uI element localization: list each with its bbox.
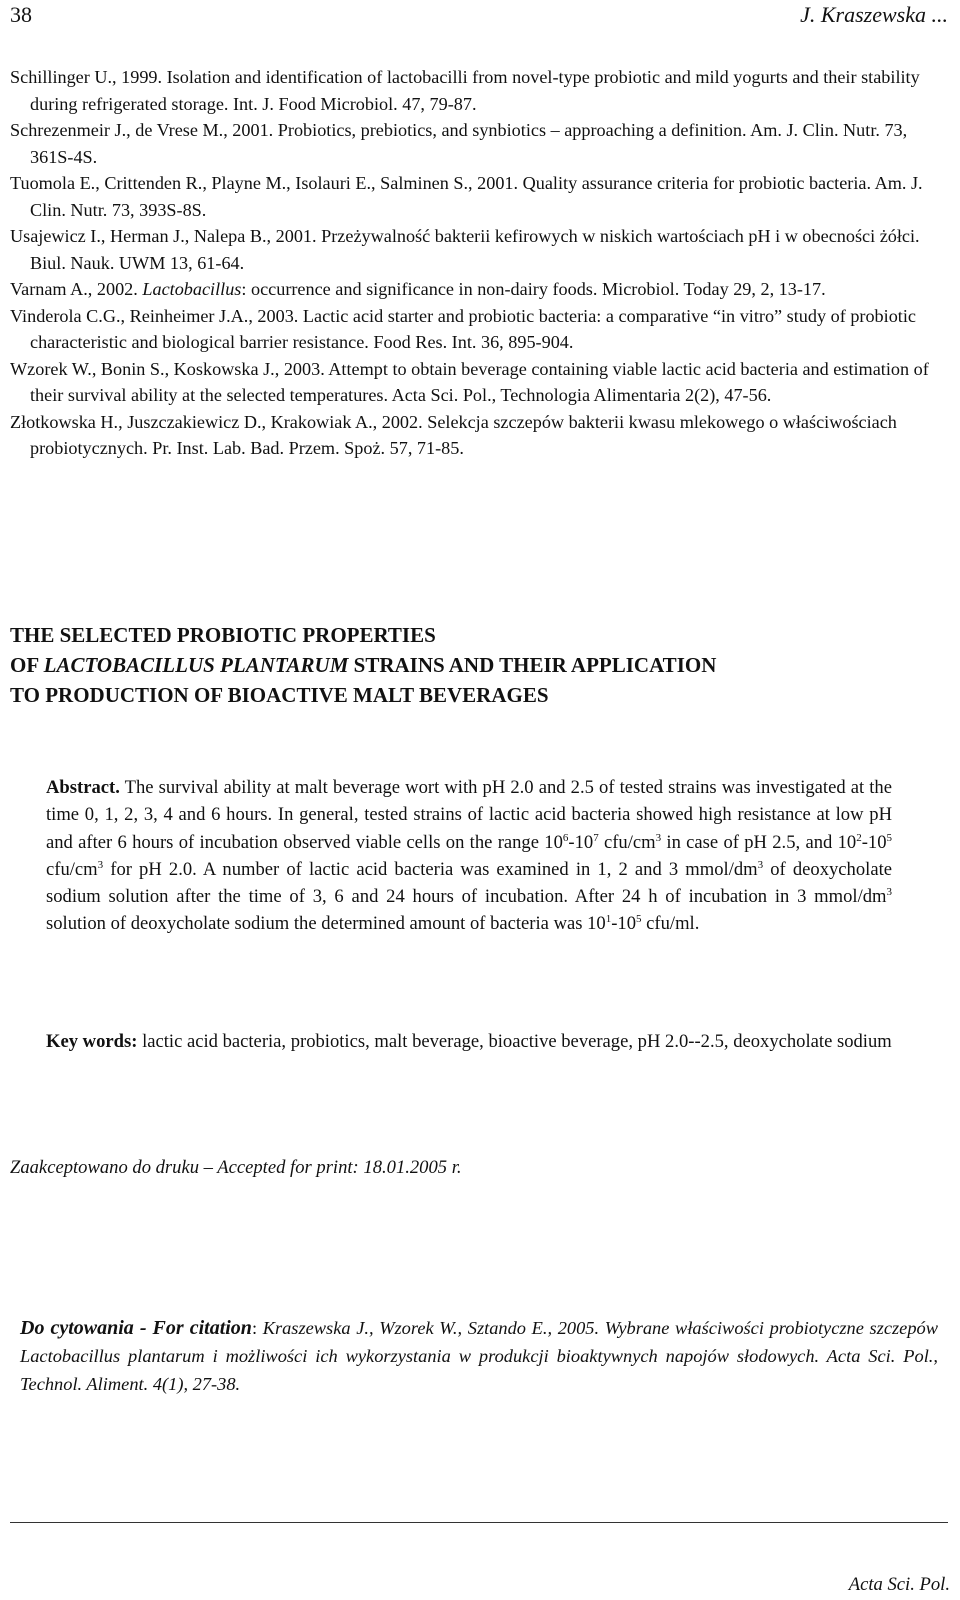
superscript: 2 [856,831,862,844]
reference-italic-term: Lactobacillus [142,279,242,299]
abstract-text: The survival ability at malt beverage wort with pH 2.0 and 2.5 of tested strains was investigated at the time 0, 1, 2, 3, 4 and 6 hours. In general, tested strains of lactic acid bacteria showed high resistance at low pH and after 6 hours of incubation observed viable cells on the range 10 [46,777,892,853]
reference-text: : occurrence and significance in non-dairy foods. Microbiol. Today 29, 2, 13-17. [241,279,826,299]
reference-authors: Vinderola C.G., Reinheimer J.A., 2003. [10,305,299,326]
citation-block [20,1314,938,1398]
reference-authors: Usajewicz I., Herman J., Nalepa B., 2001. [10,226,317,246]
reference-text: Przeżywalność bakterii kefirowych w niskich wartościach pH i w obecności żółci. Biul. Nauk. UWM 13, 61-64. [30,226,920,273]
reference-list [10,64,930,462]
superscript: 3 [97,858,104,871]
abstract-text: of deoxycholate sodium solution after the time of 3, 6 and 24 hours of incubation. After 24 h of incubation in 3 mmol/dm [46,858,892,908]
superscript: 3 [886,886,892,899]
abstract-text: -10 [861,831,887,853]
reference-item [10,356,930,409]
reference-item [10,303,930,356]
reference-text: Isolation and identification of lactobacilli from novel-type probiotic and mild yogurts and their stability during refrigerated storage. Int. J. Food Microbiol. 47, 79-87. [30,67,920,114]
reference-item [10,223,930,276]
reference-item [10,170,930,223]
footer-journal: Acta Sci. Pol. [848,1574,950,1595]
reference-authors: Wzorek W., Bonin S., Koskowska J., 2003. [10,358,325,379]
page-number: 38 [10,2,32,27]
abstract-label: Abstract. [46,777,120,798]
reference-text: Probiotics, prebiotics, and synbiotics – approaching a definition. Am. J. Clin. Nutr. 73, 361S-4S. [30,120,908,167]
english-title [10,620,940,710]
reference-text: Lactic acid starter and probiotic bacteria: a comparative “in vitro” study of probiotic characteristic and biological barrier resistance. Food Res. Int. 36, 895-904. [30,305,916,352]
reference-item [10,409,930,462]
accepted-note: Zaakceptowano do druku – Accepted for print: 18.01.2005 r. [10,1157,462,1178]
superscript: 6 [562,831,569,844]
abstract-text: -10 [568,831,594,853]
page-header [10,0,950,36]
reference-authors: Schrezenmeir J., de Vrese M., 2001. [10,120,274,140]
reference-item [10,117,930,170]
reference-text: Selekcja szczepów bakterii kwasu mlekowego o właściwościach probiotycznych. Pr. Inst. Lab. Bad. Przem. Spoż. 57, 71-85. [30,411,897,458]
citation-colon: : [251,1318,263,1338]
keywords-label: Key words: [46,1031,138,1052]
reference-text: Quality assurance criteria for probiotic bacteria. Am. J. Clin. Nutr. 73, 393S-8S. [30,173,923,220]
abstract-text: cfu/ml. [641,913,700,935]
superscript: 3 [655,831,662,844]
reference-authors: Złotkowska H., Juszczakiewicz D., Krakowiak A., 2002. [10,411,423,432]
abstract-text: for pH 2.0. A number of lactic acid bacteria was examined in 1, 2 and 3 mmol/dm [103,858,758,880]
abstract-text: cfu/cm [46,858,98,880]
reference-item [10,64,930,117]
keywords-text: lactic acid bacteria, probiotics, malt beverage, bioactive beverage, pH 2.0--2.5, deoxycholate sodium [137,1031,892,1052]
title-species: LACTOBACILLUS PLANTARUM [43,653,349,677]
abstract-text: solution of deoxycholate sodium the determined amount of bacteria was 10 [46,913,606,935]
reference-item [10,276,930,303]
title-prefix: OF [10,653,44,677]
abstract [46,774,892,938]
superscript: 1 [605,913,612,926]
abstract-text: in case of pH 2.5, and 10 [661,831,857,853]
running-head: J. Kraszewska ... [800,2,948,27]
footer-divider [10,1522,948,1523]
superscript: 3 [757,858,764,871]
abstract-text: cfu/cm [598,831,656,853]
key-words [46,1028,892,1055]
reference-authors: Schillinger U., 1999. [10,67,163,87]
title-suffix: STRAINS AND THEIR APPLICATION [348,653,717,677]
reference-authors: Tuomola E., Crittenden R., Playne M., Isolauri E., Salminen S., 2001. [10,173,519,193]
abstract-text: -10 [611,913,637,935]
title-line-3: TO PRODUCTION OF BIOACTIVE MALT BEVERAGES [10,683,549,707]
title-line-1: THE SELECTED PROBIOTIC PROPERTIES [10,623,436,647]
superscript: 5 [636,913,642,926]
superscript: 7 [593,831,599,844]
title-line-2 [10,650,940,680]
superscript: 5 [886,831,892,844]
citation-label: Do cytowania - For citation [20,1317,252,1339]
reference-authors: Varnam A., 2002. [10,279,138,299]
reference-text: Attempt to obtain beverage containing viable lactic acid bacteria and estimation of their survival ability at the selected temperatures. Acta Sci. Pol., Technologia Alimentaria 2(2), 47-56. [30,358,929,405]
citation-text: Kraszewska J., Wzorek W., Sztando E., 2005. Wybrane właściwości probiotyczne szczepów Lactobacillus plantarum i możliwości ich wykorzystania w produkcji bioaktywnych napojów słodowych. Acta Sci. Pol., Technol. Aliment. 4(1), 27-38. [20,1318,938,1394]
